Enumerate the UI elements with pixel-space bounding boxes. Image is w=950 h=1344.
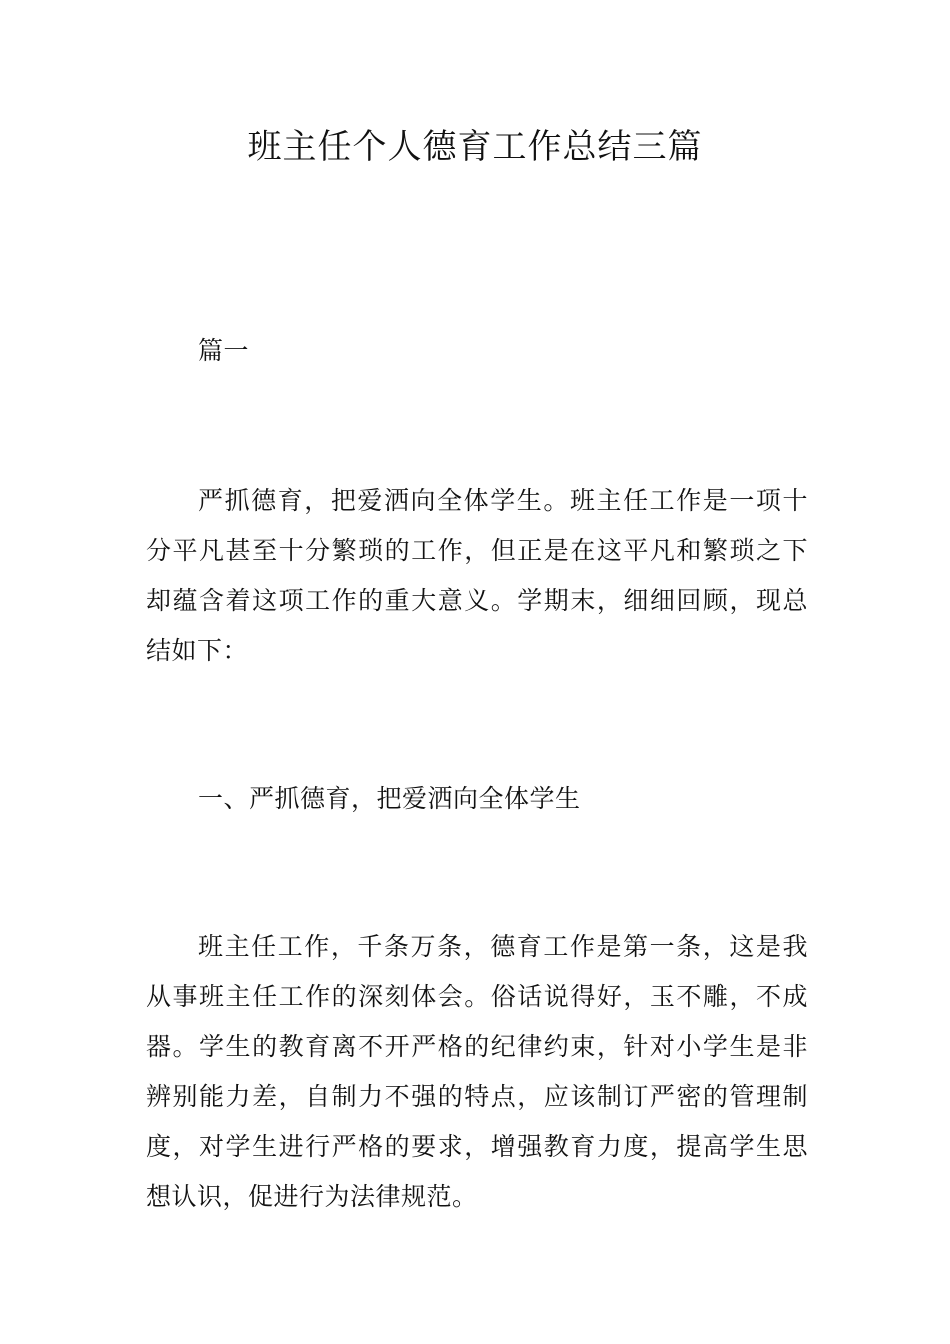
intro-paragraph: 严抓德育，把爱洒向全体学生。班主任工作是一项十分平凡甚至十分繁琐的工作，但正是在这平凡和繁琐之下却蕴含着这项工作的重大意义。学期末，细细回顾，现总结如下： (146, 486, 808, 665)
section-heading: 一、严抓德育，把爱洒向全体学生 (198, 784, 581, 813)
body-paragraph: 班主任工作，千条万条，德育工作是第一条，这是我从事班主任工作的深刻体会。俗话说得好，玉不雕，不成器。学生的教育离不开严格的纪律约束，针对小学生是非辨别能力差，自制力不强的特点，应该制订严密的管理制度，对学生进行严格的要求，增强教育力度，提高学生思想认识，促进行为法律规范。 (146, 932, 808, 1211)
document-title: 班主任个人德育工作总结三篇 (247, 127, 703, 167)
section-label: 篇一 (198, 336, 250, 365)
